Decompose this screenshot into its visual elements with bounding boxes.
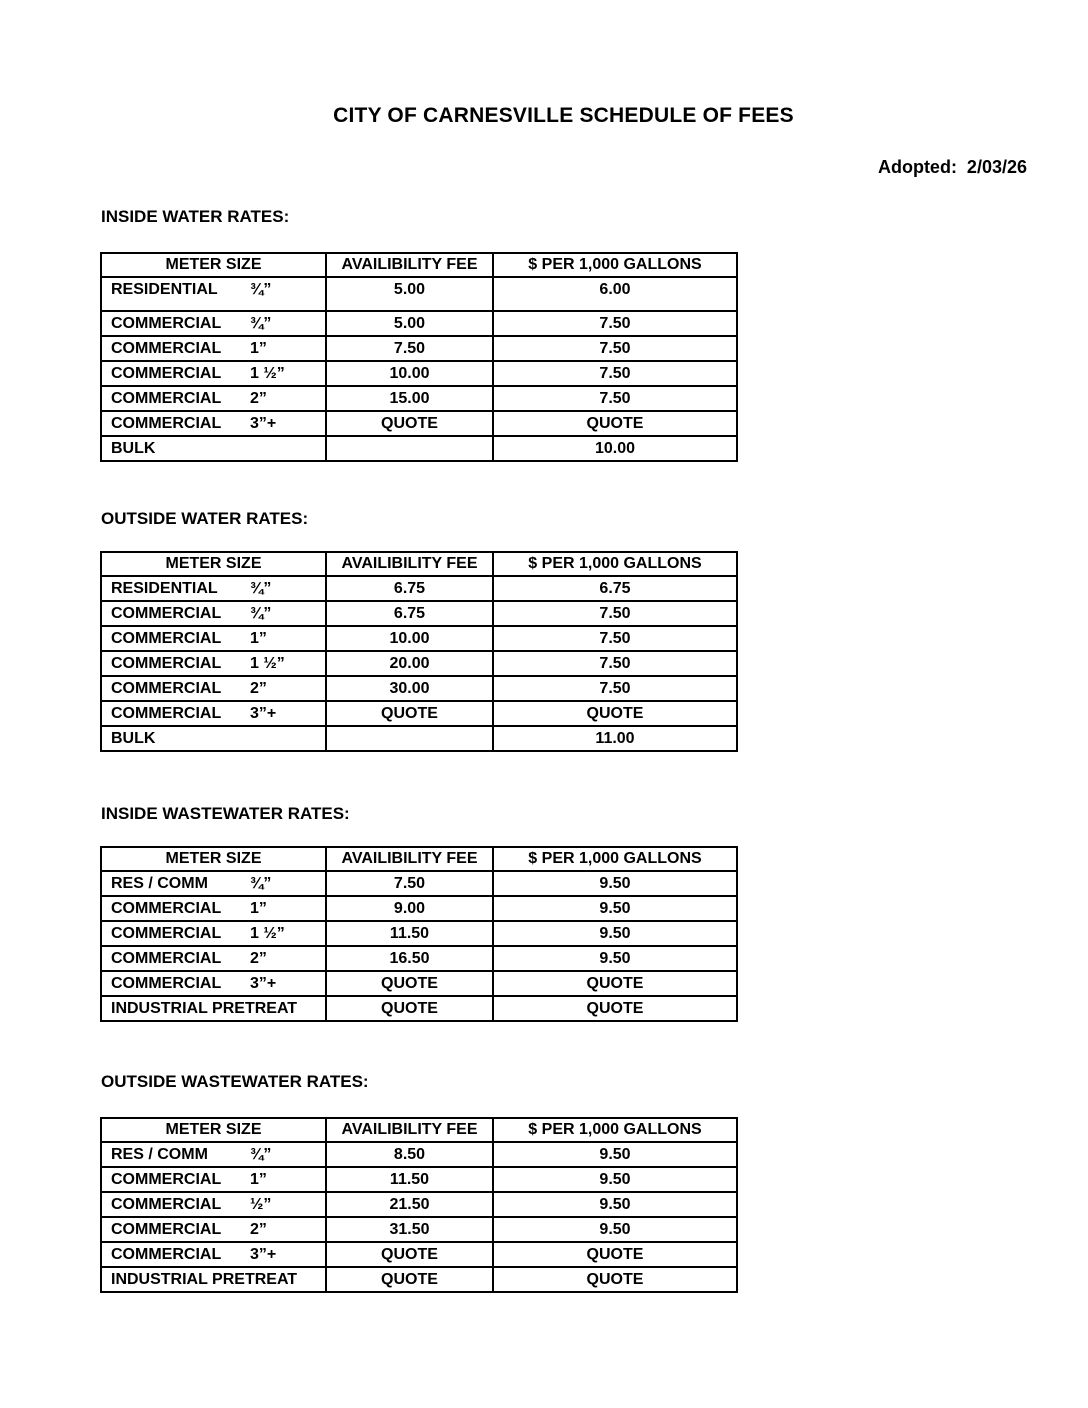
meter-size-cell: [101, 1217, 326, 1242]
availability-fee-cell: 16.50: [326, 946, 493, 971]
meter-size-cell: [101, 1192, 326, 1217]
table-row: [101, 576, 737, 601]
availability-fee-cell: 5.00: [326, 311, 493, 336]
per-gallon-cell: 7.50: [493, 336, 737, 361]
per-gallon-cell: QUOTE: [493, 996, 737, 1021]
meter-size-cell: [101, 311, 326, 336]
meter-size-value: 2”: [250, 949, 267, 967]
table-row: [101, 1192, 737, 1217]
per-gallon-cell: 9.50: [493, 1192, 737, 1217]
availability-fee-cell: 10.00: [326, 361, 493, 386]
meter-size-value: 3”+: [250, 704, 277, 722]
table-row: [101, 726, 737, 751]
availability-fee-cell: 7.50: [326, 336, 493, 361]
availability-fee-cell: QUOTE: [326, 1267, 493, 1292]
availability-fee-cell: QUOTE: [326, 701, 493, 726]
meter-label: BULK: [111, 439, 156, 457]
meter-size-cell: [101, 277, 326, 311]
per-gallon-cell: QUOTE: [493, 1267, 737, 1292]
meter-label: RESIDENTIAL: [111, 281, 218, 298]
meter-label: COMMERCIAL: [111, 974, 222, 992]
availability-fee-cell: 6.75: [326, 601, 493, 626]
per-gallon-cell: 7.50: [493, 676, 737, 701]
meter-size-cell: [101, 411, 326, 436]
meter-size-cell: [101, 676, 326, 701]
meter-size-value: ¾”: [250, 281, 272, 298]
meter-label: INDUSTRIAL PRETREAT: [111, 1270, 298, 1288]
per-gallon-cell: 7.50: [493, 601, 737, 626]
per-gallon-cell: 9.50: [493, 896, 737, 921]
meter-label: INDUSTRIAL PRETREAT: [111, 999, 298, 1017]
table-row: [101, 946, 737, 971]
meter-size-value: 2”: [250, 679, 267, 697]
section-heading-outside-wastewater: OUTSIDE WASTEWATER RATES:: [101, 1072, 369, 1091]
header-row: [101, 552, 737, 576]
meter-size-cell: [101, 921, 326, 946]
per-gallon-cell: 9.50: [493, 1217, 737, 1242]
per-gallon-cell: 10.00: [493, 436, 737, 461]
inside-water-rates-table: [100, 252, 738, 462]
meter-size-value: 1”: [250, 899, 267, 917]
meter-size-cell: [101, 336, 326, 361]
meter-size-value: 1 ½”: [250, 924, 285, 942]
table-row: [101, 651, 737, 676]
meter-size-value: ½”: [250, 1195, 272, 1213]
meter-size-cell: [101, 871, 326, 896]
availability-fee-cell: [326, 436, 493, 461]
table-row: [101, 871, 737, 896]
meter-size-value: 2”: [250, 389, 267, 407]
meter-size-cell: [101, 896, 326, 921]
availability-fee-cell: 10.00: [326, 626, 493, 651]
table-row: [101, 386, 737, 411]
per-gallon-cell: 9.50: [493, 1167, 737, 1192]
meter-size-cell: [101, 1142, 326, 1167]
meter-label: RES / COMM: [111, 1145, 208, 1163]
meter-label: COMMERCIAL: [111, 679, 222, 697]
availability-fee-cell: 15.00: [326, 386, 493, 411]
column-header-availability-fee: AVAILIBILITY FEE: [326, 847, 493, 871]
meter-size-cell: [101, 1242, 326, 1267]
availability-fee-cell: 20.00: [326, 651, 493, 676]
meter-size-value: 2”: [250, 1220, 267, 1238]
availability-fee-cell: 6.75: [326, 576, 493, 601]
meter-size-cell: [101, 971, 326, 996]
meter-size-value: ¾”: [250, 1145, 272, 1163]
meter-size-cell: [101, 576, 326, 601]
column-header-per-gallons: $ PER 1,000 GALLONS: [493, 253, 737, 277]
meter-label: RES / COMM: [111, 874, 208, 892]
per-gallon-cell: 7.50: [493, 361, 737, 386]
availability-fee-cell: 5.00: [326, 277, 493, 311]
meter-size-value: 1”: [250, 1170, 267, 1188]
meter-label: COMMERCIAL: [111, 339, 222, 357]
table-row: [101, 626, 737, 651]
per-gallon-cell: 7.50: [493, 626, 737, 651]
per-gallon-cell: 9.50: [493, 946, 737, 971]
table-row: [101, 971, 737, 996]
meter-label: COMMERCIAL: [111, 949, 222, 967]
per-gallon-cell: 9.50: [493, 871, 737, 896]
availability-fee-cell: 7.50: [326, 871, 493, 896]
meter-size-value: 1”: [250, 339, 267, 357]
availability-fee-cell: 21.50: [326, 1192, 493, 1217]
availability-fee-cell: 8.50: [326, 1142, 493, 1167]
table-row: [101, 411, 737, 436]
meter-label: COMMERCIAL: [111, 704, 222, 722]
column-header-availability-fee: AVAILIBILITY FEE: [326, 1118, 493, 1142]
meter-size-value: 3”+: [250, 414, 277, 432]
per-gallon-cell: QUOTE: [493, 1242, 737, 1267]
availability-fee-cell: QUOTE: [326, 996, 493, 1021]
meter-label: BULK: [111, 729, 156, 747]
availability-fee-cell: 11.50: [326, 921, 493, 946]
header-row: [101, 253, 737, 277]
meter-size-value: ¾”: [250, 874, 272, 892]
meter-size-value: ¾”: [250, 604, 272, 622]
meter-label: COMMERCIAL: [111, 654, 222, 672]
availability-fee-cell: 11.50: [326, 1167, 493, 1192]
per-gallon-cell: 9.50: [493, 1142, 737, 1167]
per-gallon-cell: 9.50: [493, 921, 737, 946]
meter-size-value: 3”+: [250, 1245, 277, 1263]
meter-label: COMMERCIAL: [111, 629, 222, 647]
section-heading-outside-water: OUTSIDE WATER RATES:: [101, 509, 309, 528]
outside-wastewater-rates-table: [100, 1117, 738, 1293]
meter-size-value: 1”: [250, 629, 267, 647]
meter-size-cell: [101, 651, 326, 676]
meter-size-value: ¾”: [250, 314, 272, 332]
per-gallon-cell: QUOTE: [493, 411, 737, 436]
table-row: [101, 1167, 737, 1192]
section-heading-inside-wastewater: INSIDE WASTEWATER RATES:: [101, 804, 350, 823]
meter-size-cell: [101, 436, 326, 461]
table-row: [101, 896, 737, 921]
column-header-availability-fee: AVAILIBILITY FEE: [326, 253, 493, 277]
column-header-per-gallons: $ PER 1,000 GALLONS: [493, 1118, 737, 1142]
adopted-date: Adopted: 2/03/26: [877, 157, 1027, 177]
table-row: [101, 1142, 737, 1167]
meter-size-value: 3”+: [250, 974, 277, 992]
availability-fee-cell: 31.50: [326, 1217, 493, 1242]
inside-wastewater-rates-table: [100, 846, 738, 1022]
table-row: [101, 996, 737, 1021]
per-gallon-cell: 11.00: [493, 726, 737, 751]
meter-size-cell: [101, 1167, 326, 1192]
section-heading-inside-water: INSIDE WATER RATES:: [101, 207, 290, 226]
availability-fee-cell: 9.00: [326, 896, 493, 921]
meter-size-cell: [101, 361, 326, 386]
meter-size-cell: [101, 996, 326, 1021]
meter-size-cell: [101, 1267, 326, 1292]
column-header-availability-fee: AVAILIBILITY FEE: [326, 552, 493, 576]
meter-size-value: 1 ½”: [250, 654, 285, 672]
header-row: [101, 847, 737, 871]
availability-fee-cell: [326, 726, 493, 751]
meter-size-cell: [101, 726, 326, 751]
meter-size-cell: [101, 601, 326, 626]
meter-label: RESIDENTIAL: [111, 579, 218, 597]
header-row: [101, 1118, 737, 1142]
per-gallon-cell: 6.00: [493, 277, 737, 311]
table-row: [101, 921, 737, 946]
table-row: [101, 1267, 737, 1292]
per-gallon-cell: 6.75: [493, 576, 737, 601]
table-row: [101, 336, 737, 361]
column-header-per-gallons: $ PER 1,000 GALLONS: [493, 847, 737, 871]
column-header-meter-size: METER SIZE: [101, 847, 326, 871]
column-header-per-gallons: $ PER 1,000 GALLONS: [493, 552, 737, 576]
meter-size-cell: [101, 701, 326, 726]
column-header-meter-size: METER SIZE: [101, 552, 326, 576]
column-header-meter-size: METER SIZE: [101, 1118, 326, 1142]
meter-size-value: ¾”: [250, 579, 272, 597]
table-row: [101, 676, 737, 701]
table-row: [101, 701, 737, 726]
meter-label: COMMERCIAL: [111, 604, 222, 622]
meter-label: COMMERCIAL: [111, 1245, 222, 1263]
availability-fee-cell: 30.00: [326, 676, 493, 701]
meter-label: COMMERCIAL: [111, 924, 222, 942]
meter-label: COMMERCIAL: [111, 314, 222, 332]
per-gallon-cell: 7.50: [493, 651, 737, 676]
meter-label: COMMERCIAL: [111, 1170, 222, 1188]
table-row: [101, 311, 737, 336]
column-header-meter-size: METER SIZE: [101, 253, 326, 277]
availability-fee-cell: QUOTE: [326, 971, 493, 996]
meter-label: COMMERCIAL: [111, 1220, 222, 1238]
outside-water-rates-table: [100, 551, 738, 752]
meter-size-value: 1 ½”: [250, 364, 285, 382]
per-gallon-cell: QUOTE: [493, 971, 737, 996]
table-row: [101, 436, 737, 461]
table-row: [101, 1242, 737, 1267]
meter-label: COMMERCIAL: [111, 364, 222, 382]
table-row: [101, 1217, 737, 1242]
meter-label: COMMERCIAL: [111, 899, 222, 917]
per-gallon-cell: 7.50: [493, 311, 737, 336]
meter-size-cell: [101, 386, 326, 411]
meter-label: COMMERCIAL: [111, 389, 222, 407]
page-title: CITY OF CARNESVILLE SCHEDULE OF FEES: [333, 104, 794, 127]
per-gallon-cell: QUOTE: [493, 701, 737, 726]
meter-label: COMMERCIAL: [111, 1195, 222, 1213]
meter-label: COMMERCIAL: [111, 414, 222, 432]
meter-size-cell: [101, 946, 326, 971]
table-row: [101, 601, 737, 626]
availability-fee-cell: QUOTE: [326, 1242, 493, 1267]
availability-fee-cell: QUOTE: [326, 411, 493, 436]
per-gallon-cell: 7.50: [493, 386, 737, 411]
table-row: [101, 277, 737, 311]
table-row: [101, 361, 737, 386]
meter-size-cell: [101, 626, 326, 651]
